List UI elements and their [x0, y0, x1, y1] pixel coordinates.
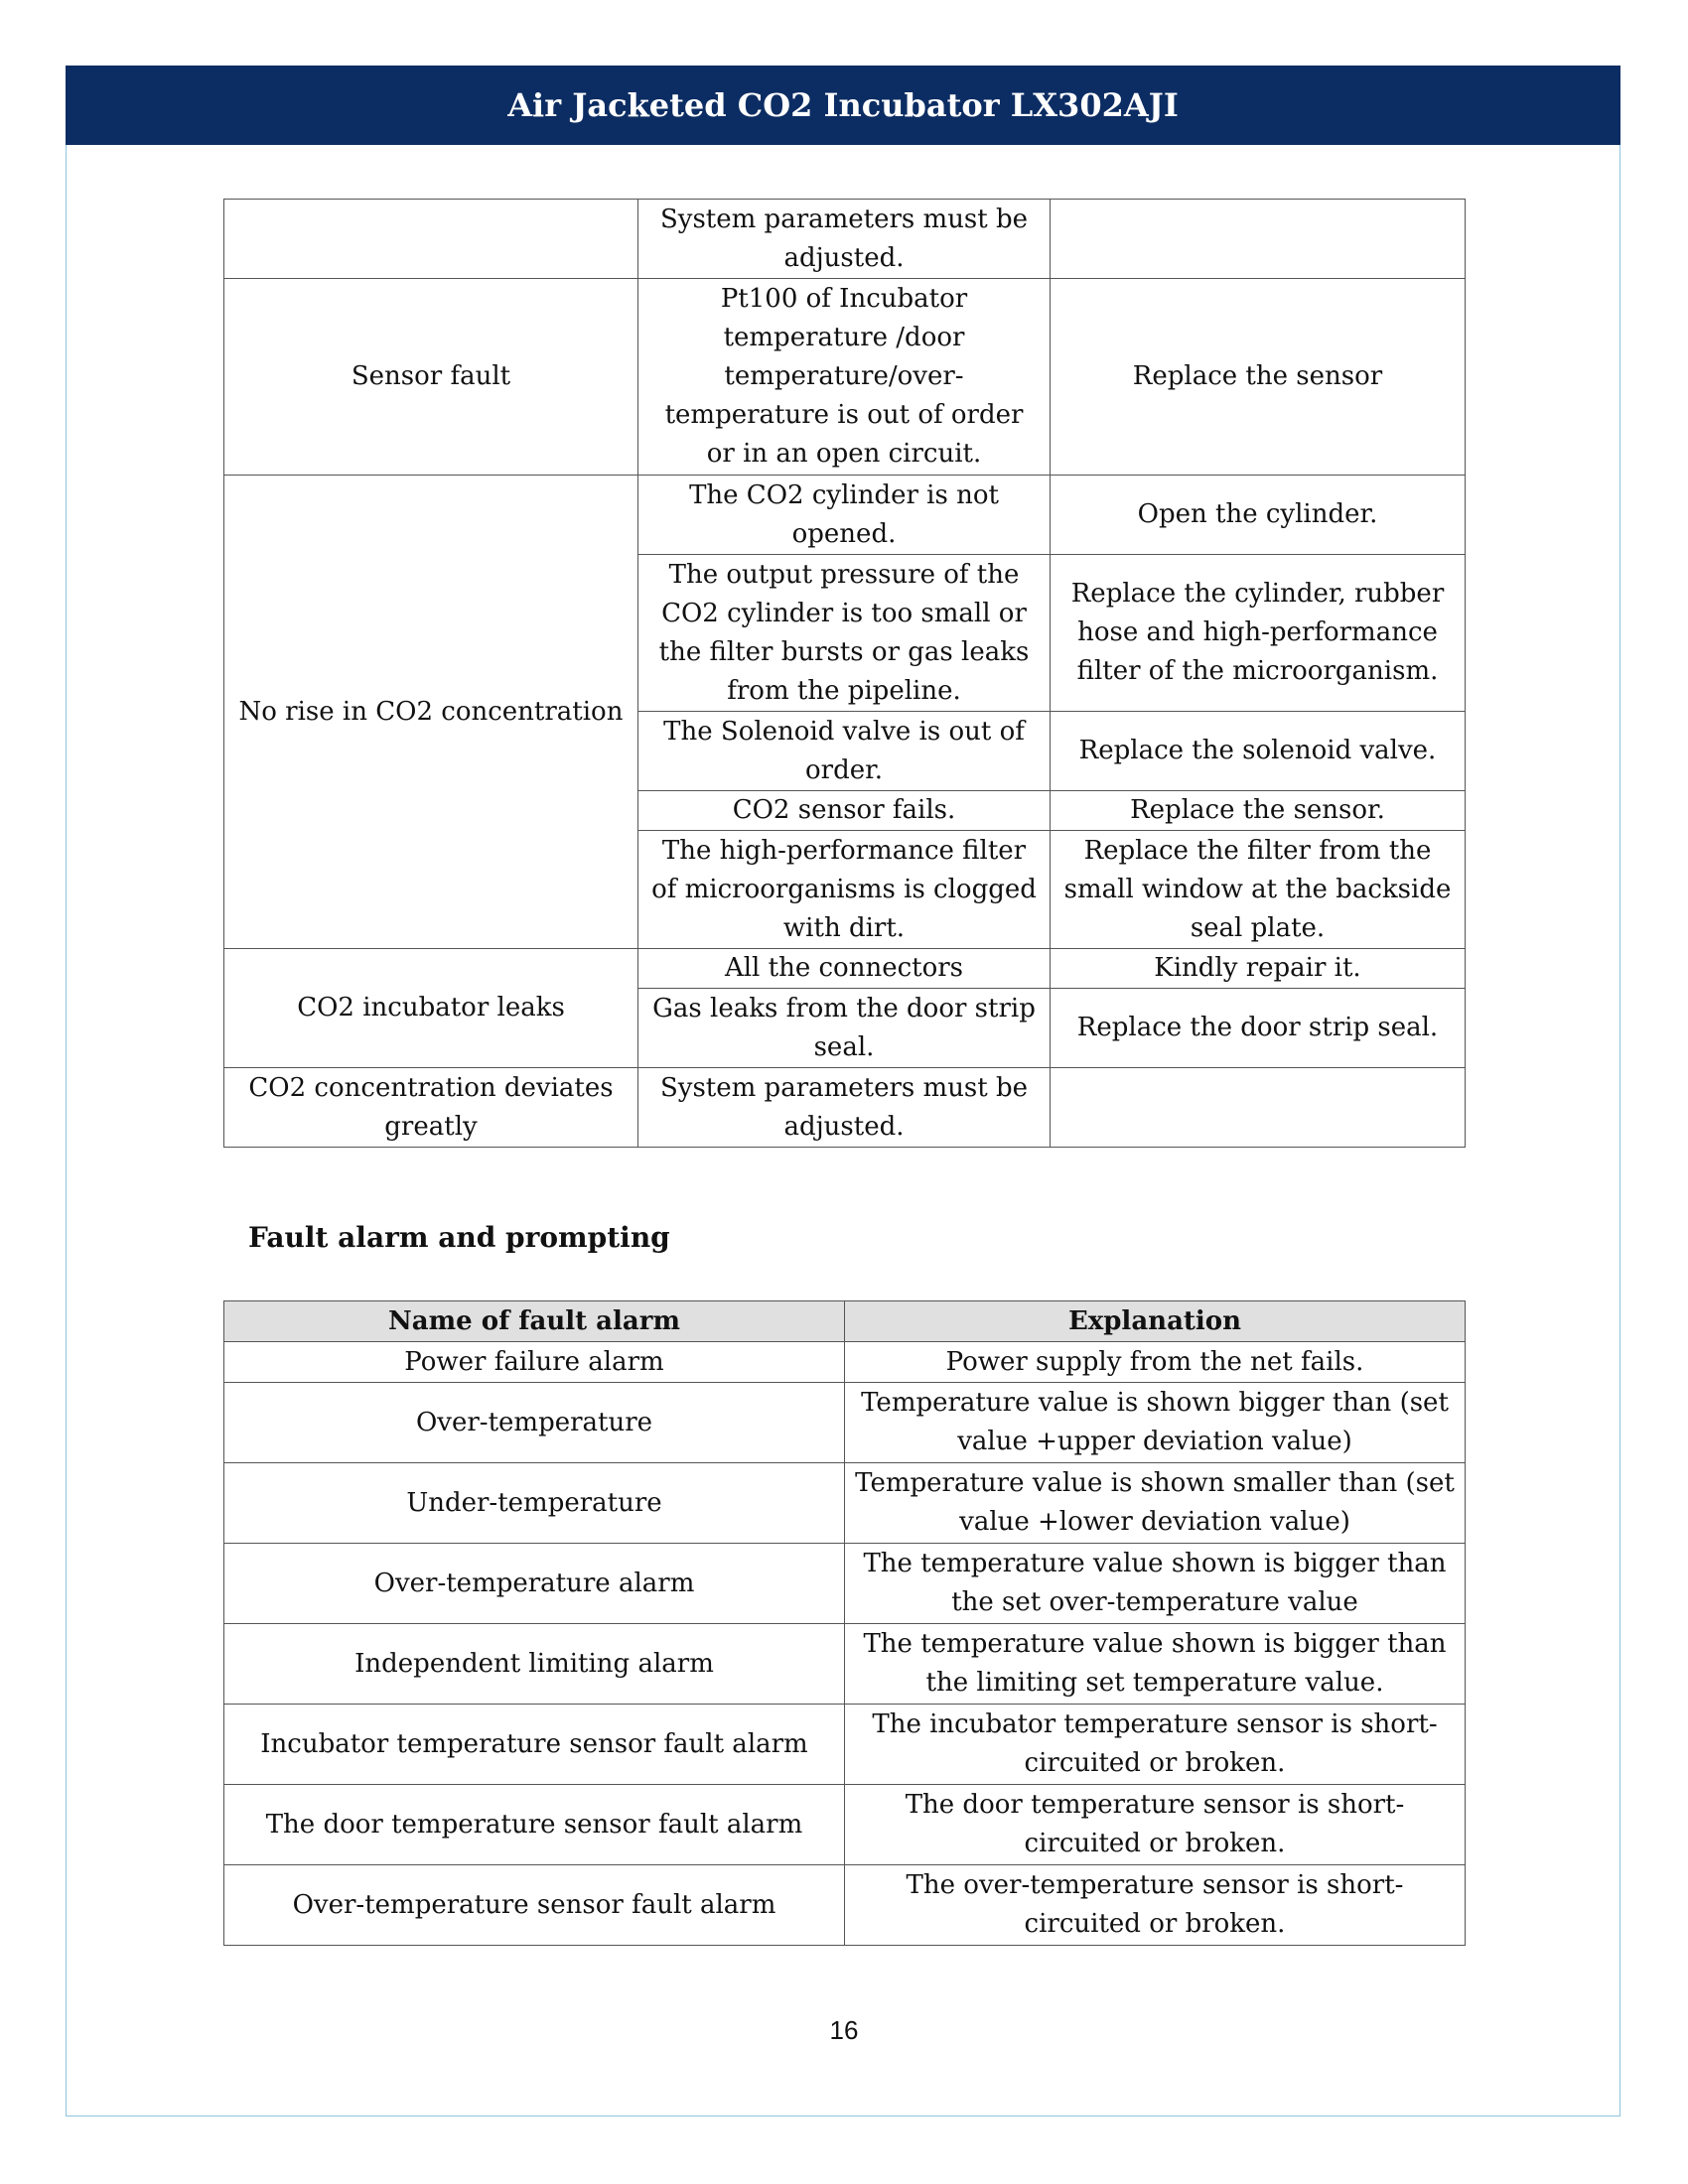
- explanation-cell: The door temperature sensor is short-circuited or broken.: [845, 1785, 1466, 1865]
- solution-cell: Kindly repair it.: [1051, 949, 1466, 989]
- table-row: [224, 1624, 1466, 1705]
- alarm-name-cell: Incubator temperature sensor fault alarm: [224, 1705, 845, 1785]
- page-header: [66, 66, 1620, 145]
- cause-cell: Gas leaks from the door strip seal.: [638, 989, 1051, 1068]
- cause-cell: The CO2 cylinder is not opened.: [638, 476, 1051, 555]
- solution-cell: Replace the solenoid valve.: [1051, 712, 1466, 791]
- fault-cell: CO2 concentration deviates greatly: [224, 1068, 638, 1148]
- section-heading: Fault alarm and prompting: [248, 1221, 670, 1254]
- solution-cell: Open the cylinder.: [1051, 476, 1466, 555]
- cause-cell: System parameters must be adjusted.: [638, 1068, 1051, 1148]
- table-row: [224, 1383, 1466, 1463]
- table-row: [224, 1068, 1466, 1148]
- explanation-cell: The temperature value shown is bigger than the set over-temperature value: [845, 1544, 1466, 1624]
- solution-cell: Replace the filter from the small window at the backside seal plate.: [1051, 831, 1466, 949]
- fault-cell: [224, 200, 638, 279]
- solution-cell: Replace the sensor: [1051, 279, 1466, 476]
- column-header: Explanation: [845, 1301, 1466, 1342]
- table-row: [224, 1865, 1466, 1946]
- alarm-name-cell: Over-temperature alarm: [224, 1544, 845, 1624]
- alarm-name-cell: Over-temperature sensor fault alarm: [224, 1865, 845, 1946]
- cause-cell: The Solenoid valve is out of order.: [638, 712, 1051, 791]
- alarm-name-cell: Under-temperature: [224, 1463, 845, 1544]
- fault-cell: No rise in CO2 concentration: [224, 476, 638, 949]
- table-row: [224, 1705, 1466, 1785]
- document-title: Air Jacketed CO2 Incubator LX302AJI: [507, 86, 1179, 124]
- fault-cell: CO2 incubator leaks: [224, 949, 638, 1068]
- solution-cell: [1051, 200, 1466, 279]
- table-row: [224, 949, 1466, 989]
- solution-cell: [1051, 1068, 1466, 1148]
- fault-cell: Sensor fault: [224, 279, 638, 476]
- troubleshooting-table: [223, 199, 1466, 1148]
- explanation-cell: The over-temperature sensor is short-circuited or broken.: [845, 1865, 1466, 1946]
- explanation-cell: The incubator temperature sensor is short-circuited or broken.: [845, 1705, 1466, 1785]
- table-row: [224, 1342, 1466, 1383]
- cause-cell: System parameters must be adjusted.: [638, 200, 1051, 279]
- table-row: [224, 476, 1466, 555]
- solution-cell: Replace the door strip seal.: [1051, 989, 1466, 1068]
- cause-cell: CO2 sensor fails.: [638, 791, 1051, 831]
- table-row: [224, 279, 1466, 476]
- solution-cell: Replace the sensor.: [1051, 791, 1466, 831]
- cause-cell: The output pressure of the CO2 cylinder is too small or the filter bursts or gas leaks from the pipeline.: [638, 555, 1051, 712]
- table-row: [224, 1544, 1466, 1624]
- alarm-name-cell: Power failure alarm: [224, 1342, 845, 1383]
- explanation-cell: Power supply from the net fails.: [845, 1342, 1466, 1383]
- alarm-name-cell: Independent limiting alarm: [224, 1624, 845, 1705]
- table-header-row: [224, 1301, 1466, 1342]
- alarm-name-cell: Over-temperature: [224, 1383, 845, 1463]
- page-number: 16: [829, 2015, 859, 2045]
- table-row: [224, 1785, 1466, 1865]
- table-row: [224, 200, 1466, 279]
- table-row: [224, 1463, 1466, 1544]
- alarm-name-cell: The door temperature sensor fault alarm: [224, 1785, 845, 1865]
- column-header: Name of fault alarm: [224, 1301, 845, 1342]
- cause-cell: All the connectors: [638, 949, 1051, 989]
- explanation-cell: The temperature value shown is bigger than the limiting set temperature value.: [845, 1624, 1466, 1705]
- cause-cell: The high-performance filter of microorganisms is clogged with dirt.: [638, 831, 1051, 949]
- cause-cell: Pt100 of Incubator temperature /door temperature/over-temperature is out of order or in an open circuit.: [638, 279, 1051, 476]
- explanation-cell: Temperature value is shown bigger than (set value +upper deviation value): [845, 1383, 1466, 1463]
- explanation-cell: Temperature value is shown smaller than (set value +lower deviation value): [845, 1463, 1466, 1544]
- solution-cell: Replace the cylinder, rubber hose and high-performance filter of the microorganism.: [1051, 555, 1466, 712]
- fault-alarm-table: [223, 1300, 1466, 1946]
